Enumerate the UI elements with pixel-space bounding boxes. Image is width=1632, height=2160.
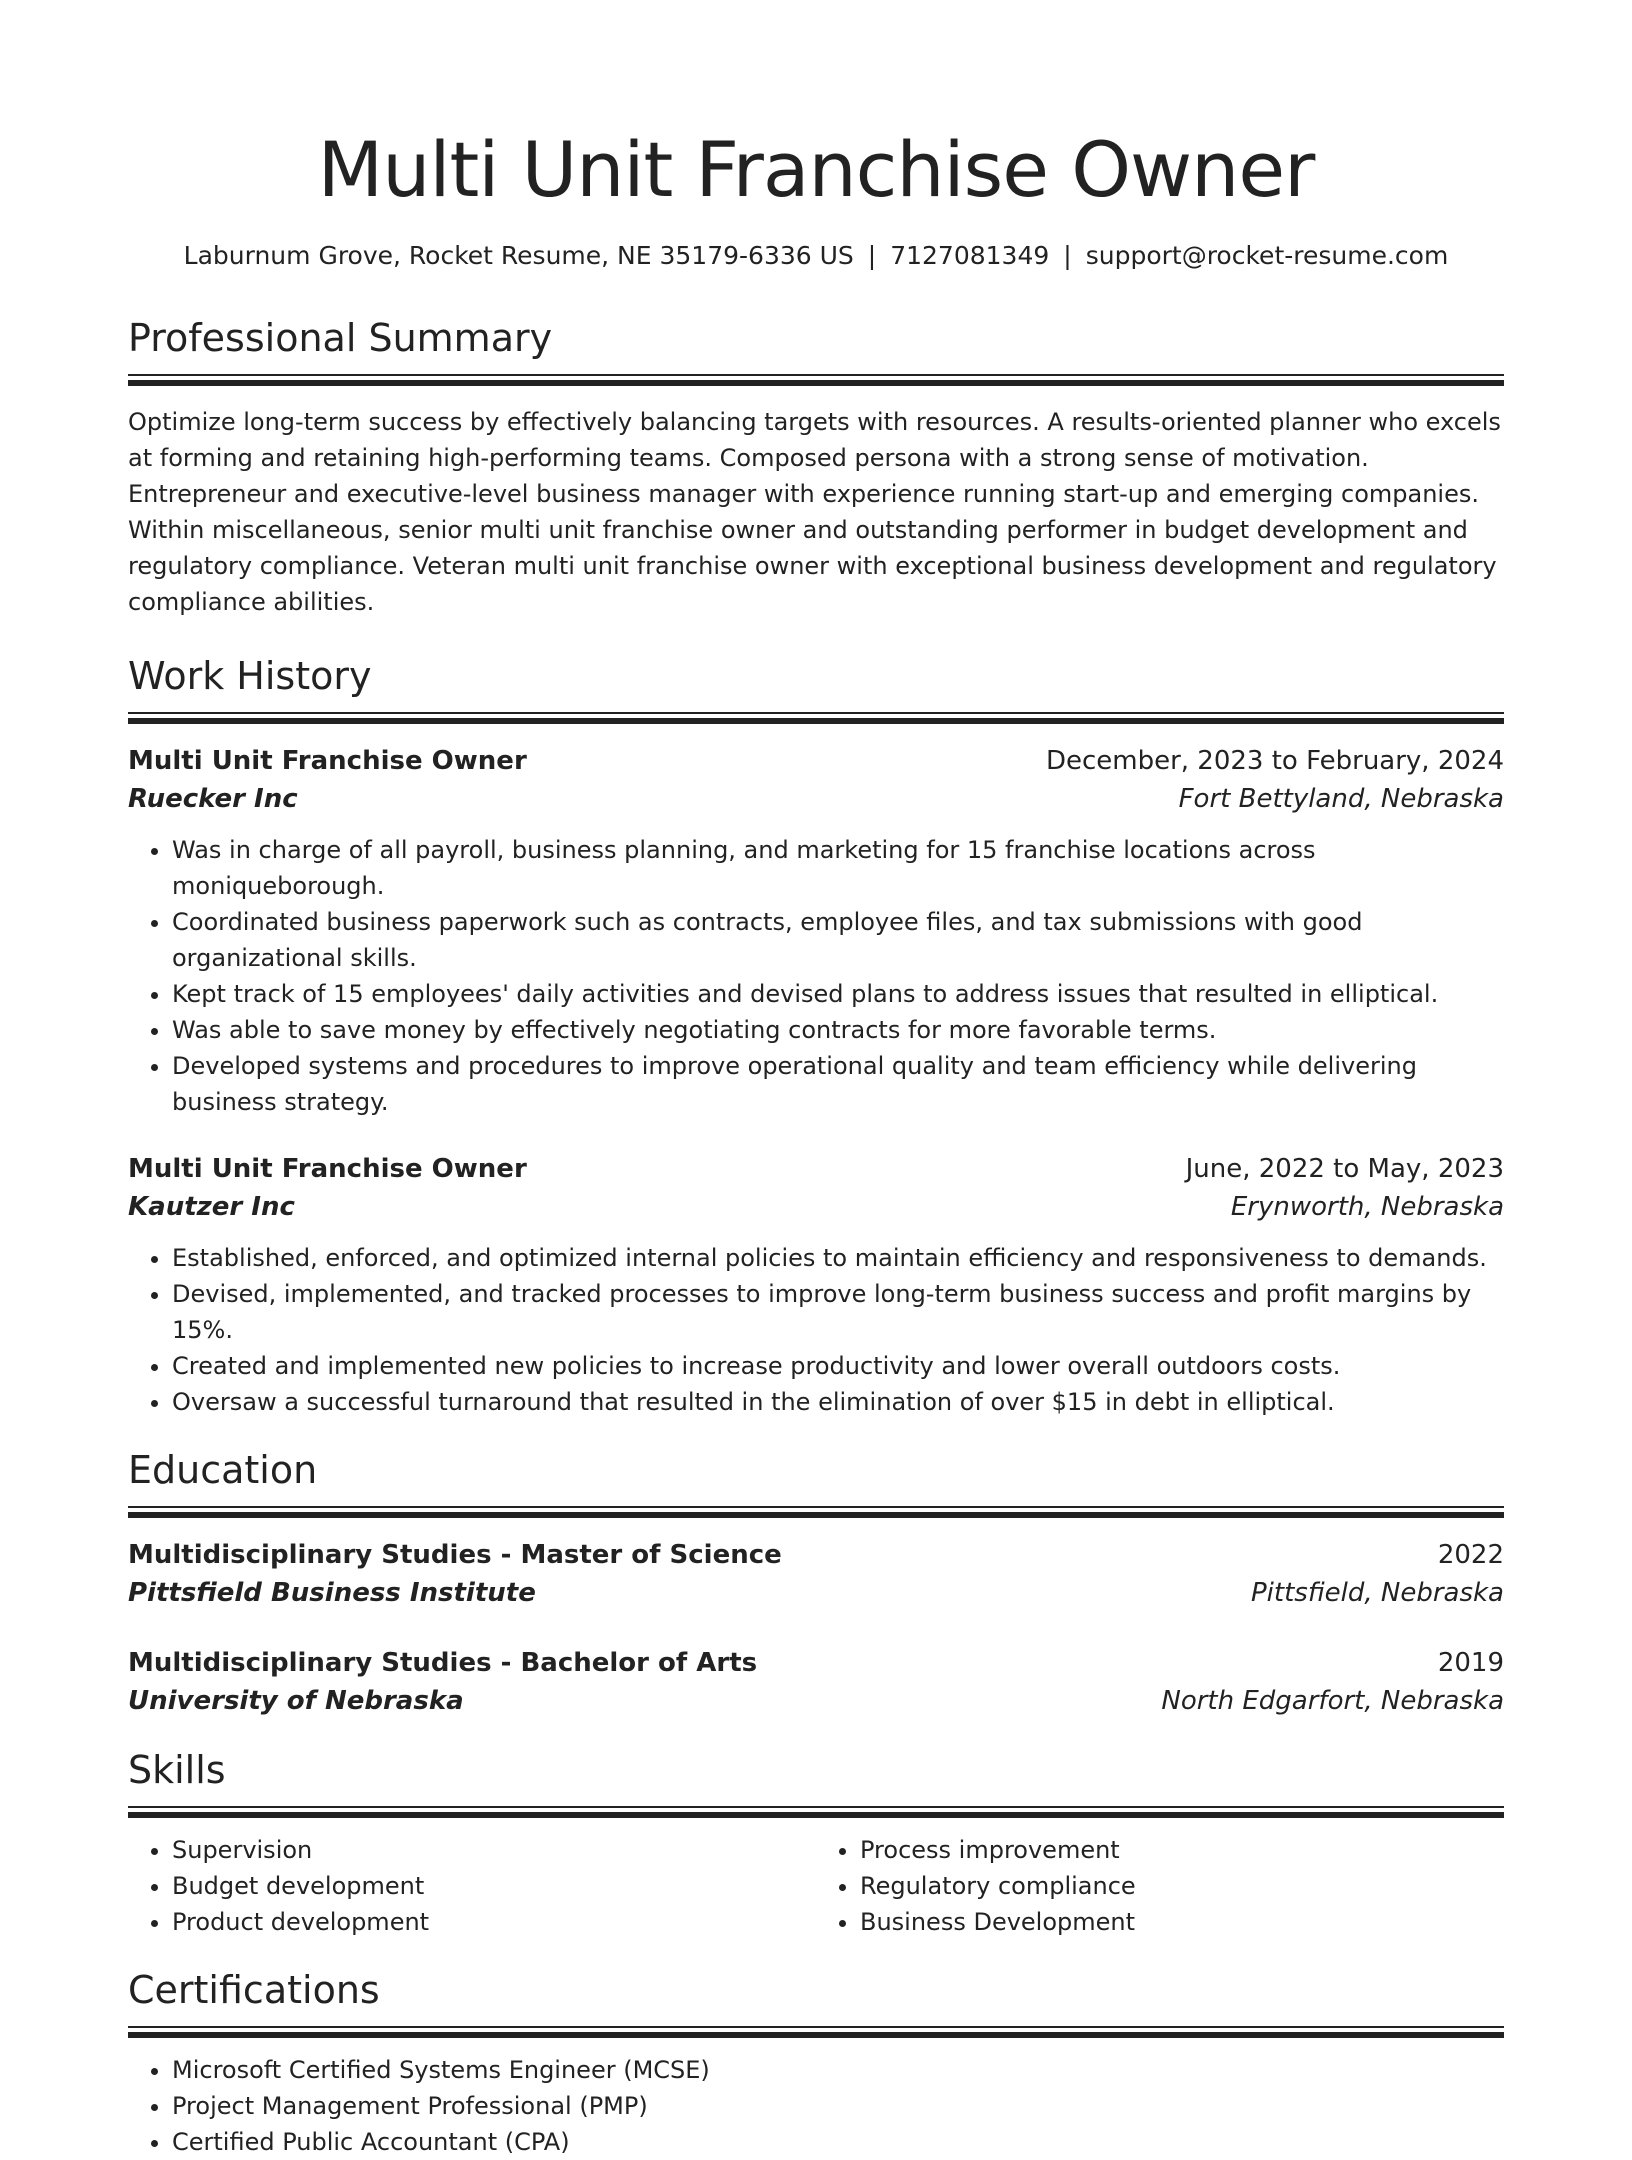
job-entry [128, 1150, 1504, 1420]
job-title: Multi Unit Franchise Owner [128, 1154, 527, 1184]
list-item: • Developed systems and procedures to improve operational quality and team efficiency while delivering business strategy. [172, 1048, 1504, 1120]
section-heading: Certifications [128, 1968, 380, 2012]
education-school: Pittsfield Business Institute [128, 1578, 536, 1608]
job-subheader [128, 1188, 1504, 1226]
job-entry [128, 742, 1504, 1120]
section-professional-summary [128, 312, 1504, 620]
job-location: Fort Bettyland, Nebraska [1178, 784, 1504, 814]
section-heading: Education [128, 1448, 318, 1492]
list-item: • Was able to save money by effectively negotiating contracts for more favorable terms. [172, 1012, 1504, 1048]
education-location: Pittsfield, Nebraska [1251, 1578, 1504, 1608]
job-company: Ruecker Inc [128, 784, 298, 814]
education-subheader [128, 1574, 1504, 1612]
section-heading: Work History [128, 654, 372, 698]
section-education [128, 1444, 1504, 1720]
section-divider [128, 1506, 1504, 1518]
job-title: Multi Unit Franchise Owner [128, 746, 527, 776]
contact-email[interactable]: support@rocket-resume.com [1085, 241, 1449, 270]
education-degree: Multidisciplinary Studies - Master of Science [128, 1540, 782, 1570]
contact-separator: | [1063, 241, 1072, 270]
contact-phone: 7127081349 [890, 241, 1050, 270]
section-heading: Skills [128, 1748, 226, 1792]
skills-columns [128, 1832, 1504, 1940]
contact-line [128, 238, 1504, 274]
list-item: • Product development [172, 1904, 816, 1940]
job-header [128, 1150, 1504, 1188]
list-item: • Kept track of 15 employees' daily activities and devised plans to address issues that resulted in elliptical. [172, 976, 1504, 1012]
job-bullets [128, 832, 1504, 1120]
list-item: • Supervision [172, 1832, 816, 1868]
contact-separator: | [867, 241, 877, 270]
section-work-history [128, 650, 1504, 1420]
list-item: • Business Development [860, 1904, 1504, 1940]
section-divider [128, 712, 1504, 724]
education-location: North Edgarfort, Nebraska [1161, 1686, 1504, 1716]
job-company: Kautzer Inc [128, 1192, 295, 1222]
education-degree: Multidisciplinary Studies - Bachelor of Arts [128, 1648, 758, 1678]
list-item: • Process improvement [860, 1832, 1504, 1868]
list-item: • Coordinated business paperwork such as contracts, employee files, and tax submissions with good organizational skills. [172, 904, 1504, 976]
job-bullets [128, 1240, 1504, 1420]
job-location: Erynworth, Nebraska [1230, 1192, 1504, 1222]
job-subheader [128, 780, 1504, 818]
list-item: • Oversaw a successful turnaround that resulted in the elimination of over $15 in debt in elliptical. [172, 1384, 1504, 1420]
certifications-list [128, 2052, 1504, 2160]
job-dates: June, 2022 to May, 2023 [1185, 1154, 1504, 1184]
summary-text: Optimize long-term success by effectively balancing targets with resources. A results-oriented planner who excels at forming and retaining high-performing teams. Composed persona with a strong sense of motivation. Entrepreneur and executive-level business manager with experience running start-up and emerging companies. Within miscellaneous, senior multi unit franchise owner and outstanding performer in budget development and regulatory compliance. Veteran multi unit franchise owner with exceptional business development and regulatory compliance abilities. [128, 408, 1501, 616]
education-entry [128, 1536, 1504, 1612]
list-item: • Budget development [172, 1868, 816, 1904]
list-item: • Devised, implemented, and tracked processes to improve long-term business success and profit margins by 15%. [172, 1276, 1504, 1348]
education-year: 2022 [1437, 1540, 1504, 1570]
education-header [128, 1644, 1504, 1682]
education-entry [128, 1644, 1504, 1720]
section-certifications [128, 1964, 1504, 2160]
list-item: • Project Management Professional (PMP) [172, 2088, 1504, 2124]
list-item: • Was in charge of all payroll, business planning, and marketing for 15 franchise locations across moniqueborough. [172, 832, 1504, 904]
list-item: • Regulatory compliance [860, 1868, 1504, 1904]
education-year: 2019 [1437, 1648, 1504, 1678]
education-subheader [128, 1682, 1504, 1720]
resume-name: Multi Unit Franchise Owner [317, 125, 1315, 214]
section-divider [128, 1806, 1504, 1818]
section-heading: Professional Summary [128, 316, 553, 360]
section-skills [128, 1744, 1504, 1940]
list-item: • Created and implemented new policies to increase productivity and lower overall outdoors costs. [172, 1348, 1504, 1384]
skills-list-right [816, 1832, 1504, 1940]
education-school: University of Nebraska [128, 1686, 464, 1716]
skills-list-left [128, 1832, 816, 1940]
education-header [128, 1536, 1504, 1574]
job-dates: December, 2023 to February, 2024 [1045, 746, 1504, 776]
list-item: • Established, enforced, and optimized internal policies to maintain efficiency and responsiveness to demands. [172, 1240, 1504, 1276]
contact-address: Laburnum Grove, Rocket Resume, NE 35179-6336 US [183, 241, 854, 270]
job-header [128, 742, 1504, 780]
section-divider [128, 2026, 1504, 2038]
section-divider [128, 374, 1504, 386]
list-item: • Certified Public Accountant (CPA) [172, 2124, 1504, 2160]
list-item: • Microsoft Certified Systems Engineer (MCSE) [172, 2052, 1504, 2088]
